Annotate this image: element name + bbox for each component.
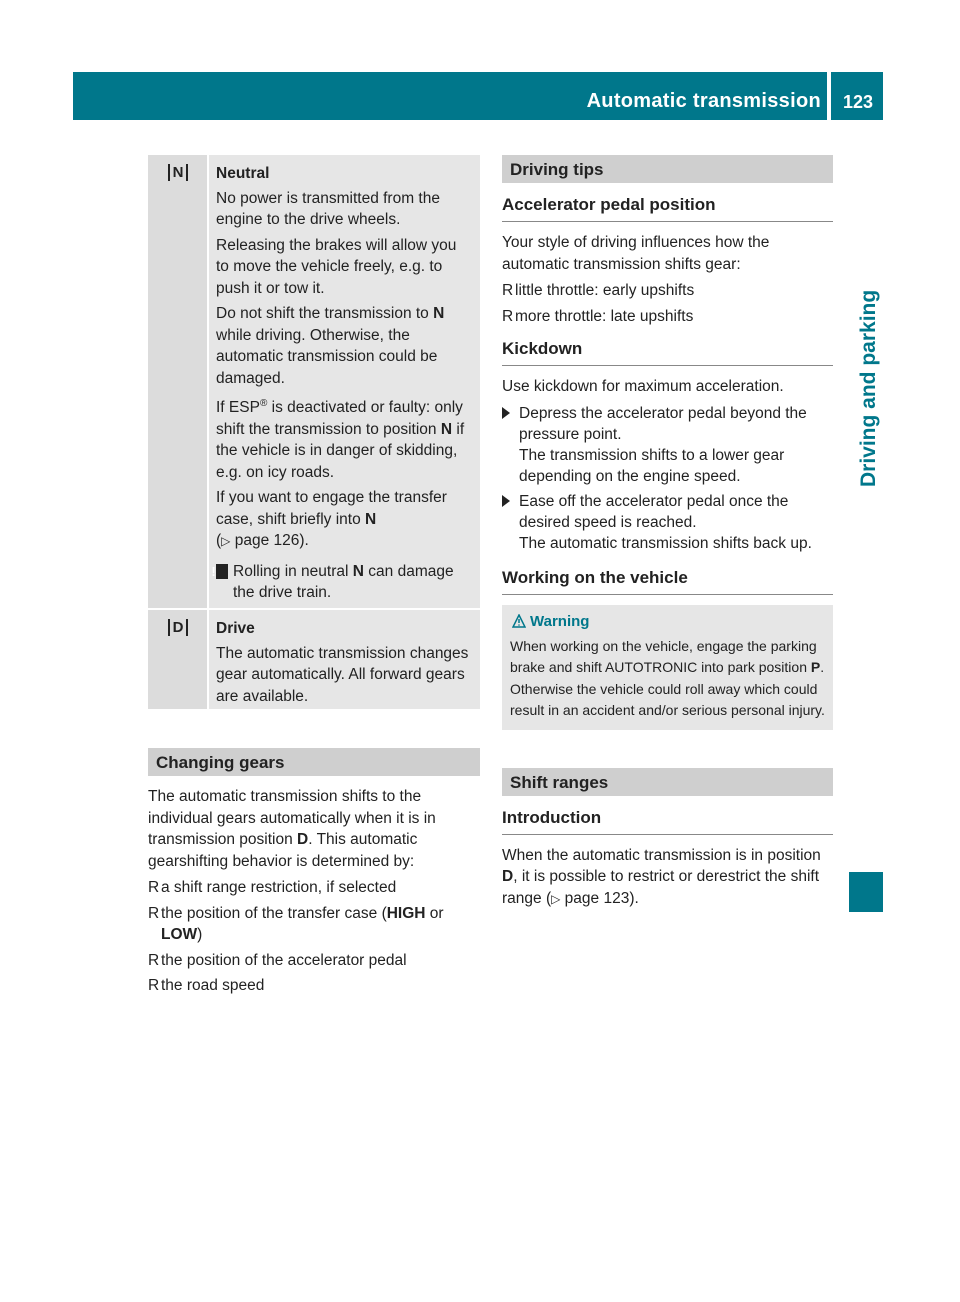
page-header bbox=[73, 72, 883, 120]
changing-gears-heading: Changing gears bbox=[148, 748, 480, 776]
header-title: Automatic transmission bbox=[586, 90, 821, 112]
neutral-title: Neutral bbox=[216, 165, 270, 182]
page-ref-arrow-icon: ▷ bbox=[551, 891, 561, 906]
drive-symbol-icon: D bbox=[168, 619, 188, 636]
working-heading: Working on the vehicle bbox=[502, 568, 833, 595]
page-ref-arrow-icon: ▷ bbox=[221, 534, 231, 549]
right-column bbox=[502, 155, 833, 915]
neutral-p1: No power is transmitted from the engine to the drive wheels. bbox=[216, 189, 440, 228]
side-tab-marker bbox=[849, 872, 883, 912]
step-item: Ease off the accelerator pedal once the desired speed is reached. The automatic transmission shifts back up. bbox=[502, 491, 833, 554]
bullet-icon: R bbox=[148, 879, 160, 896]
gear-symbol-cell bbox=[148, 610, 209, 709]
neutral-symbol-icon: N bbox=[168, 164, 188, 181]
kickdown-text: Use kickdown for maximum acceleration. bbox=[502, 378, 784, 395]
list-item: R the position of the accelerator pedal bbox=[148, 950, 480, 972]
bullet-icon: R bbox=[148, 904, 160, 922]
neutral-p4: If ESP® is deactivated or faulty: only shift the transmission to position N if the vehicle is in danger of skidding, e.g. on icy roads. bbox=[216, 398, 465, 481]
page-number: 123 bbox=[843, 92, 874, 112]
side-tab bbox=[849, 132, 883, 912]
kickdown-heading: Kickdown bbox=[502, 339, 833, 366]
caution-icon: ! bbox=[216, 564, 228, 579]
shift-ranges-heading: Shift ranges bbox=[502, 768, 833, 796]
bullet-icon: R bbox=[502, 307, 514, 325]
list-item: R the position of the transfer case (HIGH or LOW) bbox=[148, 904, 444, 943]
drive-text: The automatic transmission changes gear automatically. All forward gears are available. bbox=[216, 644, 469, 705]
bullet-icon: R bbox=[502, 282, 514, 299]
gear-row-drive bbox=[148, 610, 480, 711]
list-item: R a shift range restriction, if selected bbox=[148, 877, 480, 899]
neutral-note: ! Rolling in neutral N can damage the drive train. bbox=[211, 562, 454, 602]
step-arrow-icon bbox=[502, 495, 510, 507]
driving-tips-heading: Driving tips bbox=[502, 155, 833, 183]
side-tab-label: Driving and parking bbox=[857, 289, 880, 487]
changing-gears-section bbox=[148, 748, 480, 1001]
changing-gears-intro: The automatic transmission shifts to the individual gears automatically when it is in transmission position D. This automatic gearshifting behavior is determined by: bbox=[148, 788, 436, 870]
list-item: R more throttle: late upshifts bbox=[502, 306, 833, 328]
warning-title: Warning bbox=[530, 612, 590, 630]
shift-ranges-text: When the automatic transmission is in position D, it is possible to restrict or derestrict the shift range (▷ page 123). bbox=[502, 846, 821, 907]
drive-title: Drive bbox=[216, 620, 255, 637]
list-item: R little throttle: early upshifts bbox=[502, 280, 833, 302]
warning-box bbox=[502, 605, 833, 730]
list-item: R the road speed bbox=[148, 975, 480, 997]
gear-row-neutral bbox=[148, 155, 480, 610]
step-arrow-icon bbox=[502, 407, 510, 419]
accelerator-heading: Accelerator pedal position bbox=[502, 195, 833, 222]
neutral-p3: Do not shift the transmission to N while driving. Otherwise, the automatic transmission could be damaged. bbox=[216, 305, 445, 387]
neutral-p2: Releasing the brakes will allow you to move the vehicle freely, e.g. to push it or tow it. bbox=[216, 236, 457, 297]
warning-text: When working on the vehicle, engage the parking brake and shift AUTOTRONIC into park position P. Otherwise the vehicle could roll away which could result in an accident and/or serious personal injury. bbox=[510, 637, 825, 718]
step-item: Depress the accelerator pedal beyond the pressure point. The transmission shifts to a lower gear depending on the engine speed. bbox=[502, 403, 833, 487]
warning-triangle-icon bbox=[512, 614, 526, 628]
accelerator-text: Your style of driving influences how the automatic transmission shifts gear: bbox=[502, 234, 770, 273]
bullet-icon: R bbox=[148, 977, 160, 994]
header-separator bbox=[827, 72, 831, 120]
bullet-icon: R bbox=[148, 951, 160, 969]
gear-symbol-cell bbox=[148, 155, 209, 608]
gear-table bbox=[148, 155, 480, 711]
introduction-heading: Introduction bbox=[502, 808, 833, 835]
neutral-p5: If you want to engage the transfer case, shift briefly into N (▷ page 126). bbox=[216, 489, 447, 550]
